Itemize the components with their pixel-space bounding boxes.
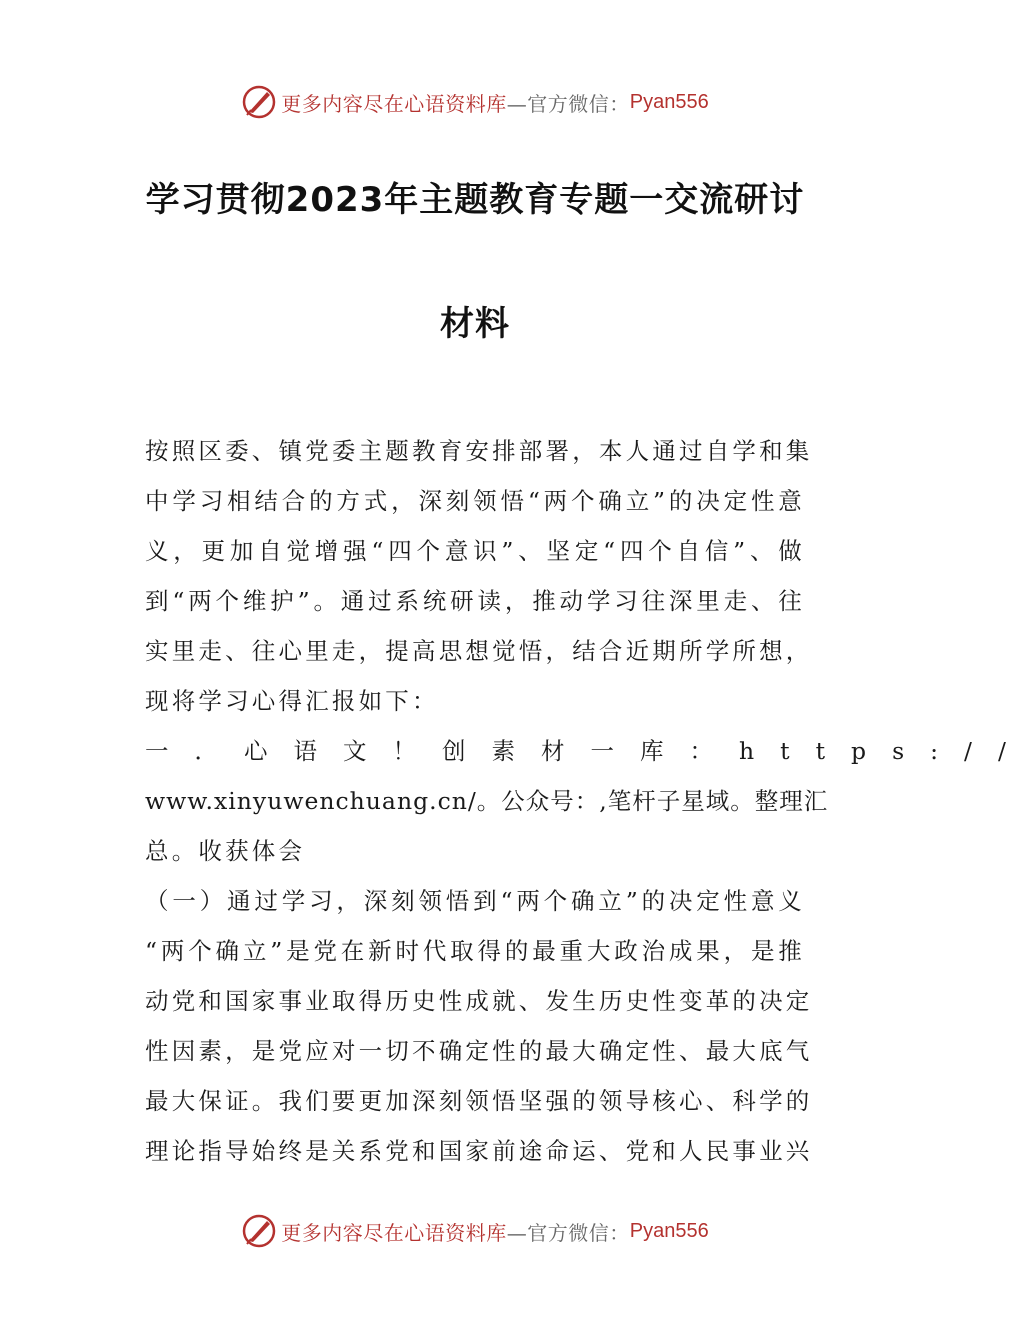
body-line: 到“两个维护”。通过系统研读，推动学习往深里走、往 <box>145 587 805 615</box>
banner-main: 更多内容尽在心语资料库 <box>281 1220 507 1245</box>
body-line: 义，更加自觉增强“四个意识”、坚定“四个自信”、做 <box>145 537 805 565</box>
document-title-line-1: 学习贯彻2023年主题教育专题一交流研讨 <box>145 180 805 220</box>
body-line: 一．心语文！创素材一库：https:// <box>145 737 1032 765</box>
quill-logo-icon <box>241 84 277 120</box>
body-line: 中学习相结合的方式，深刻领悟“两个确立”的决定性意 <box>145 487 805 515</box>
body-line: 现将学习心得汇报如下： <box>145 687 439 715</box>
body-line: 总。收获体会 <box>145 837 306 865</box>
banner-dash: — <box>506 1220 528 1245</box>
body-line: 实里走、往心里走，提高思想觉悟，结合近期所学所想， <box>145 637 813 665</box>
footer-banner <box>0 1211 950 1251</box>
quill-logo-icon <box>241 1213 277 1249</box>
banner-suffix: 官方微信： <box>527 1220 630 1245</box>
document-body <box>145 426 1032 1176</box>
banner-main: 更多内容尽在心语资料库 <box>281 91 507 116</box>
body-line: “两个确立”是党在新时代取得的最重大政治成果，是推 <box>145 937 805 965</box>
wechat-id: Pyan556 <box>629 90 709 113</box>
banner-text <box>281 1217 630 1246</box>
banner-dash: — <box>506 91 528 116</box>
body-line: www.xinyuwenchuang.cn/。公众号：,笔杆子星域。整理汇 <box>145 787 829 815</box>
body-line: （一）通过学习，深刻领悟到“两个确立”的决定性意义 <box>145 887 805 915</box>
wechat-id: Pyan556 <box>629 1219 709 1242</box>
banner-text <box>281 88 630 117</box>
body-line: 最大保证。我们要更加深刻领悟坚强的领导核心、科学的 <box>145 1087 813 1115</box>
body-line: 动党和国家事业取得历史性成就、发生历史性变革的决定 <box>145 987 813 1015</box>
body-line: 按照区委、镇党委主题教育安排部署，本人通过自学和集 <box>145 437 813 465</box>
body-line: 性因素，是党应对一切不确定性的最大确定性、最大底气 <box>145 1037 813 1065</box>
banner-suffix: 官方微信： <box>527 91 630 116</box>
header-banner <box>0 82 950 122</box>
document-title-line-2: 材料 <box>440 304 510 344</box>
body-line: 理论指导始终是关系党和国家前途命运、党和人民事业兴 <box>145 1137 813 1165</box>
